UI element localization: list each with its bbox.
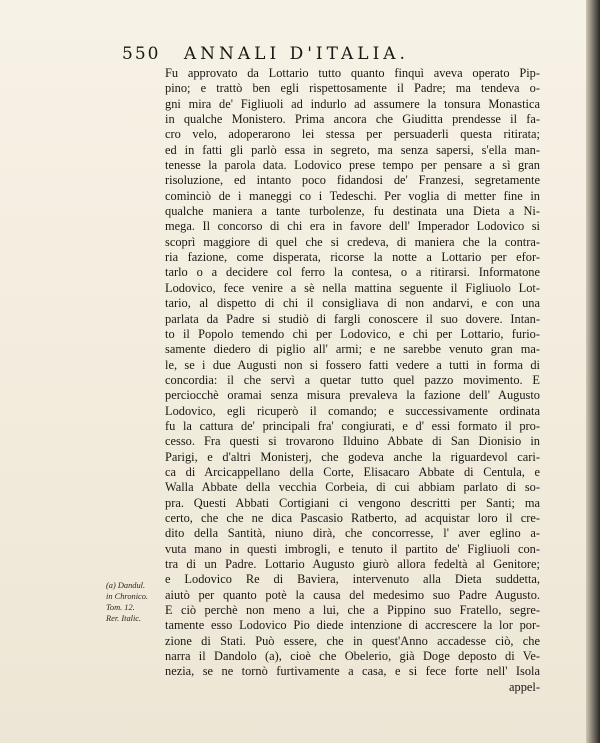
text-line: concordia: il che servì a quetar tutto quel pazzo movimento. E xyxy=(165,372,540,387)
text-line: narra il Dandolo (a), cioè che Obelerio, già Doge deposto di Ve- xyxy=(165,649,540,664)
text-line: tamente esso Lodovico Pio diede intenzione di accrescere la lor por- xyxy=(165,618,540,633)
running-title: ANNALI D'ITALIA. xyxy=(183,44,409,64)
text-line: ria fazione, come disperata, ricorse la notte a Lottario per efor- xyxy=(165,250,540,265)
text-line: perciocchè oramai senza misura prevaleva la fazione dell' Augusto xyxy=(165,388,540,403)
text-line: tarlo o a decidere col ferro la contesa, o a ritirarsi. Informatone xyxy=(165,265,540,280)
text-line: Lodovico, egli ricuperò il comando; e successivamente ordinata xyxy=(165,403,540,418)
text-line: qualche maniera a tante turbolenze, fu destinata una Dieta a Ni- xyxy=(165,204,540,219)
text-line: Parigi, e d'altri Monisterj, che godeva anche la riguardevol cari- xyxy=(165,449,540,464)
text-line: ca di Arcicappellano della Corte, Elisacaro Abbate di Centula, e xyxy=(165,464,540,479)
text-line: in qualche Monistero. Prima ancora che Giuditta prendesse il fa- xyxy=(165,112,540,127)
text-line: certo, che che ne dica Pascasio Ratberto, ad acquistar loro il cre- xyxy=(165,510,540,525)
text-line: to il Popolo temendo chi per Lodovico, e chi per Lottario, furio- xyxy=(165,326,540,341)
marginal-note-line: in Chronico. xyxy=(106,592,149,601)
text-line: cominciò de i maneggi co i Tedeschi. Per voglia di metter fine in xyxy=(165,188,540,203)
text-line: tra di un Padre. Lottario Augusto giurò allora fedeltà al Genitore; xyxy=(165,557,540,571)
text-line: e Lodovico Re di Baviera, intervenuto alla Dieta suddetta, xyxy=(165,572,540,587)
text-line: risoluzione, ed intanto poco fidandosi de' Franzesi, segretamente xyxy=(165,173,540,188)
text-line: tenesse la parola data. Lodovico prese tempo per pensare a sì gran xyxy=(165,158,540,173)
body-text xyxy=(165,66,540,695)
text-line: cesso. Fra questi si trovarono Ilduino Abbate di San Dionisio in xyxy=(165,434,540,449)
running-header xyxy=(122,44,409,64)
text-line: le, se i due Augusti non si fossero fatti vedere a tutti in forma di xyxy=(165,357,540,372)
text-line: cro velo, adoperarono lei stessa per persuaderli questa ritirata; xyxy=(165,127,540,142)
text-line: nezia, se ne tornò furtivamente a casa, e si fece forte nell' Isola xyxy=(165,664,540,679)
page-number: 550 xyxy=(122,44,161,64)
marginal-note-line: Tom. 12. xyxy=(106,603,135,612)
text-line: appel- xyxy=(509,679,540,694)
text-line: aiutò per quanto potè la causa del medesimo suo Padre Augusto. xyxy=(165,587,540,602)
text-line: fu la cattura de' principali fra' congiurati, e d' essi formato il pro- xyxy=(165,418,540,433)
text-line: scoprì maggiore di quel che si credeva, di maniera che la contra- xyxy=(165,234,540,249)
marginal-note xyxy=(106,580,164,624)
text-line: pra. Questi Abbati Cortigiani ci vengono descritti per Santi; ma xyxy=(165,495,540,510)
text-line: samente diedero di piglio all' armi; e ne sarebbe venuto gran ma- xyxy=(165,342,540,357)
text-line: zione di Stati. Può essere, che in quest'Anno accadesse ciò, che xyxy=(165,633,540,648)
marginal-note-line: (a) Dandul. xyxy=(106,581,146,590)
marginal-note-line: Rer. Italic. xyxy=(106,614,142,623)
text-line: Walla Abbate della vecchia Corbeia, di cui abbiam parlato di so- xyxy=(165,480,540,495)
page-edge-shadow xyxy=(586,0,600,743)
text-line: ed in fatti gli parlò essa in segreto, ma senza sapersi, s'ella man- xyxy=(165,142,540,157)
text-line: mega. Il concorso di chi era in favore dell' Imperador Lodovico si xyxy=(165,219,540,234)
text-line: Lodovico, fece venire a sè nella mattina seguente il Figliuolo Lot- xyxy=(165,280,540,295)
text-line: Fu approvato da Lottario tutto quanto finquì aveva operato Pip- xyxy=(165,66,540,80)
text-line: vuta mano in questi imbrogli, e tenuto il partito de' Figliuoli con- xyxy=(165,541,540,556)
text-line: dito della Santità, niuno dirà, che concorresse, l' aver eglino a- xyxy=(165,526,540,541)
text-line: parlata da Padre si studiò di fargli conoscere il suo dovere. Intan- xyxy=(165,311,540,326)
text-line: tario, al dispetto di chi il consigliava di non andarvi, e con una xyxy=(165,296,540,311)
text-line: E ciò perchè non meno a lui, che a Pippino suo Fratello, segre- xyxy=(165,603,540,618)
text-line: pino; e trattò ben egli rispettosamente il Padre; ma tendeva o- xyxy=(165,81,540,96)
text-line: gni mira de' Figliuoli ad indurlo ad assumere la tonsura Monastica xyxy=(165,96,540,111)
